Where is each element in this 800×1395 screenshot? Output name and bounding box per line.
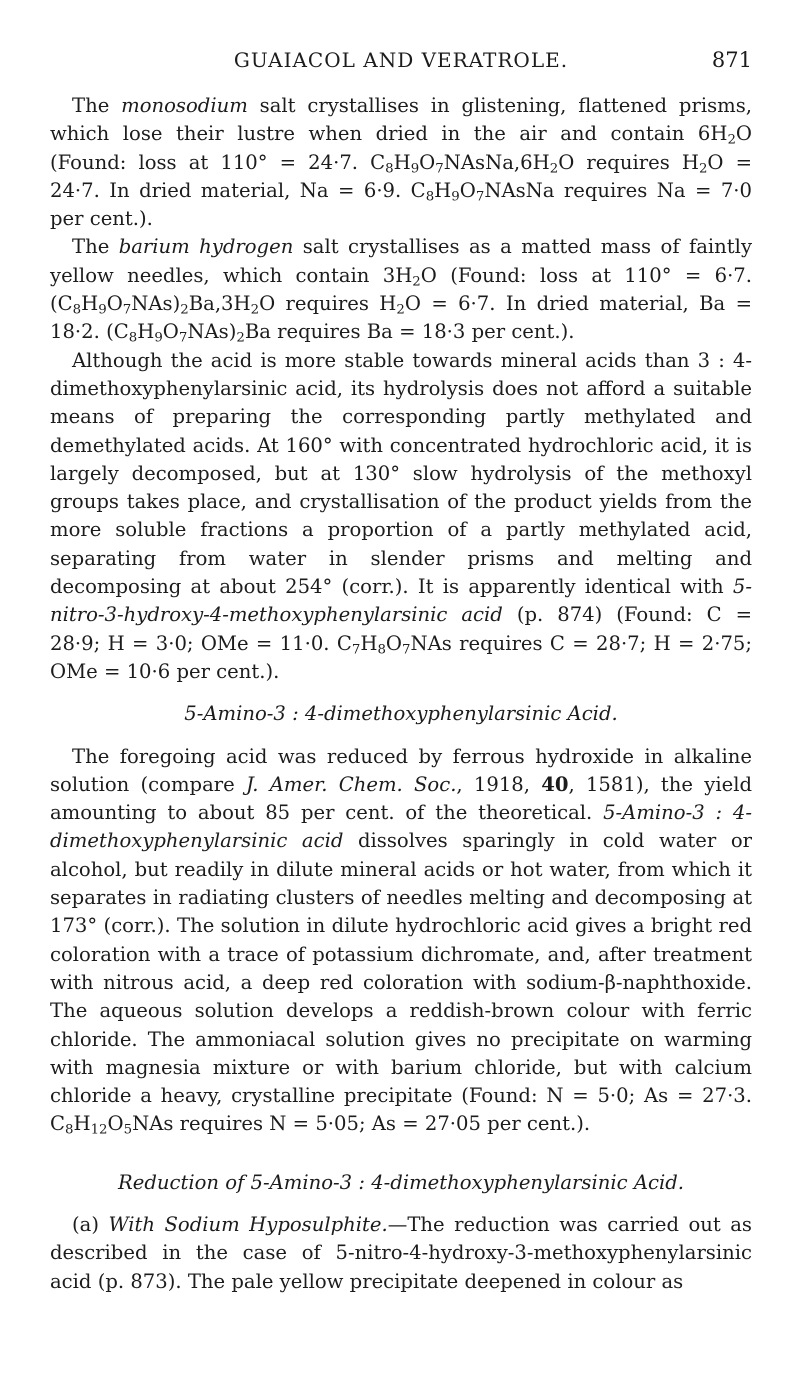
paragraph-hydrolysis: Although the acid is more stable towards mineral acids than 3 : 4-dimethoxyphenylarsinic acid, its hydrolysis does not afford a suitable means of preparing the corresponding partly methylated and demethylated acids. At 160° with concentrated hydrochloric acid, it is largely decomposed, but at 130° slow hydrolysis of the methoxyl groups takes place, and crystallisation of the product yields from the more soluble fractions a proportion of a partly methylated acid, separating from water in slender prisms and melting and decomposing at about 254° (corr.). It is apparently identical with 5-nitro-3-hydroxy-4-methoxyphenylarsinic acid (p. 874) (Found: C = 28·9; H = 3·0; OMe = 11·0. $C_7H_8O_7NAs$ requires C = 28·7; H = 2·75; OMe = 10·6 per cent.). <box>50 348 753 683</box>
paragraph-reduction: (a) With Sodium Hyposulphite.—The reduction was carried out as described in the case of 5-nitro-4-hydroxy-3-methoxyphenylarsinic acid (p. 873). The pale yellow precipitate deepened in colour as <box>50 1212 752 1293</box>
running-title: GUAIACOL AND VERATROLE. <box>233 48 569 72</box>
compound-name: 5-Amino-3 : 4-dimethoxyphenylarsinic acid <box>50 801 752 853</box>
salt-name: monosodium <box>121 94 248 117</box>
section-heading: Reduction of 5-Amino-3 : 4-dimethoxyphenylarsinic Acid. <box>118 1170 684 1194</box>
paragraph-barium-salt: The barium hydrogen salt crystallises as a matted mass of faintly yellow needles, which contain $3H_2O$ (Found: loss at 110° = 6·7. $(C_8H_9O_7NAs)_2Ba,3H_2O$ requires $H_2O = 6\cdot 7$. In dried material, Ba = 18·2. $(C_8H_9O_7NAs)_2Ba$ requires Ba = 18·3 per cent.). <box>50 235 753 346</box>
page-header <box>50 48 752 78</box>
section-heading: 5-Amino-3 : 4-dimethoxyphenylarsinic Acid. <box>184 702 618 726</box>
volume-number: 40 <box>541 772 569 796</box>
paragraph-amino-acid: The foregoing acid was reduced by ferrous hydroxide in alkaline solution (compare J. Amer. Chem. Soc., 1918, 40, 1581), the yield amounting to about 85 per cent. of the theoretical. 5-Amino-3 : 4-dimethoxyphenylarsinic acid dissolves sparingly in cold water or alcohol, but readily in dilute mineral acids or hot water, from which it separates in radiating clusters of needles melting and decomposing at 173° (corr.). The solution in dilute hydrochloric acid gives a bright red coloration with a trace of potassium dichromate, and, after treatment with nitrous acid, a deep red coloration with sodium-β-naphthoxide. The aqueous solution develops a reddish-brown colour with ferric chloride. The ammoniacal solution gives no precipitate on warming with magnesia mixture or with barium chloride, but with calcium chloride a heavy, crystalline precipitate (Found: N = 5·0; As = 27·3. $C_8H_{12}O_5NAs$ requires N = 5·05; As = 27·05 per cent.). <box>50 744 753 1138</box>
page-number: 871 <box>711 48 752 72</box>
salt-name: barium hydrogen <box>118 235 294 259</box>
compound-name: 5-nitro-3-hydroxy-4-methoxyphenylarsinic acid <box>50 575 752 627</box>
journal-citation: J. Amer. Chem. Soc. <box>245 772 457 796</box>
paragraph-monosodium-salt: The monosodium salt crystallises in glistening, flattened prisms, which lose their lustre when dried in the air and contain $6H_2O$ (Found: loss at 110° = 24·7. $C_8H_9O_7NAsNa,6H_2O$ requires $H_2O = 24\cdot 7$. In dried material, Na = 6·9. $C_8H_9O_7NAsNa$ requires Na = 7·0 per cent.). <box>50 94 753 231</box>
method-name: With Sodium Hyposulphite. <box>108 1212 388 1236</box>
article-body <box>50 92 752 1296</box>
